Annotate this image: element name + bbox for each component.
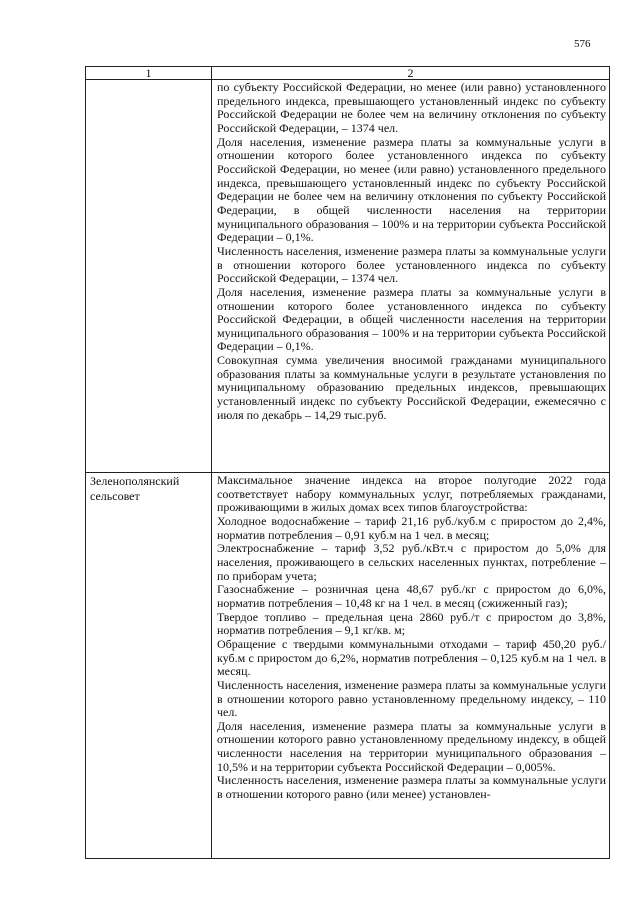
paragraph: Твердое топливо – предельная цена 2860 руб./т с приростом до 3,8%, норматив потребления – 9,1 кг/кв. м; (217, 609, 606, 638)
paragraph: Численность населения, изменение размера платы за коммунальные услуги в отношении которого равно (или менее) установлен- (217, 773, 606, 802)
municipality-cell (86, 80, 212, 473)
description-cell (212, 473, 610, 859)
table-row (86, 80, 610, 473)
paragraph: Численность населения, изменение размера платы за коммунальные услуги в отношении которого более установленного индекса по субъекту Российской Федерации, – 1374 чел. (217, 243, 606, 286)
table-row (86, 473, 610, 859)
paragraph: Доля населения, изменение размера платы за коммунальные услуги в отношении которого более установленного индекса по субъекту Российской Федерации, в общей численности населения на территории муниципального образования – 100% и на территории субъекта Российской Федерации – 0,1%. (217, 284, 606, 354)
paragraph: Холодное водоснабжение – тариф 21,16 руб./куб.м с приростом до 2,4%, норматив потребления – 0,91 куб.м на 1 чел. в месяц; (217, 513, 606, 542)
table-header-row (86, 67, 610, 80)
paragraph: Совокупная сумма увеличения вносимой гражданами муниципального образования платы за коммунальные услуги в результате установления по муниципальному образованию предельных индексов, превышающих установленный индекс по субъекту Российской Федерации, ежемесячно с июля по декабрь – 14,29 тыс.руб. (217, 353, 606, 422)
paragraph: Обращение с твердыми коммунальными отходами – тариф 450,20 руб./куб.м с приростом до 6,2%, норматив потребления – 0,125 куб.м на 1 чел. в месяц. (217, 636, 606, 679)
paragraph: Доля населения, изменение размера платы за коммунальные услуги в отношении которого более установленного индекса по субъекту Российской Федерации, но менее (или равно) установленного предельного индекса, превышающего установленный индекс по субъекту Российской Федерации не более чем на величину отклонения по субъекту Российской Федерации, в общей численности населения на территории муниципального образования – 100% и на территории субъекта Российской Федерации – 0,1%. (217, 134, 606, 245)
municipality-table (85, 66, 610, 859)
description-cell (212, 80, 610, 473)
column-header-1: 1 (86, 67, 212, 80)
paragraph: Газоснабжение – розничная цена 48,67 руб./кг с приростом до 6,0%, норматив потребления – 10,48 кг на 1 чел. в месяц (сжиженный газ); (217, 582, 606, 610)
paragraph: Электроснабжение – тариф 3,52 руб./кВт.ч с приростом до 5,0% для населения, проживающего в сельских населенных пунктах, потребление – по приборам учета; (217, 541, 606, 583)
paragraph: Максимальное значение индекса на второе полугодие 2022 года соответствует набору коммунальных услуг, потребляемых гражданами, проживающими в жилых домах всех типов благоустройства: (217, 473, 606, 515)
paragraph: Доля населения, изменение размера платы за коммунальные услуги в отношении которого равно установленному предельному индексу, в общей численности населения на территории муниципального образования – 10,5% и на территории субъекта Российской Федерации – 0,005%. (217, 718, 606, 774)
municipality-cell: Зеленополянский сельсовет (86, 473, 212, 859)
page-number: 576 (574, 38, 591, 50)
paragraph: Численность населения, изменение размера платы за коммунальные услуги в отношении которого равно установленному предельному индексу, – 110 чел. (217, 677, 606, 720)
column-header-2: 2 (212, 67, 610, 80)
paragraph: по субъекту Российской Федерации, но менее (или равно) установленного предельного индекса, превышающего установленный индекс по субъекту Российской Федерации не более чем на величину отклонения по субъекту Российской Федерации, – 1374 чел. (217, 80, 606, 135)
